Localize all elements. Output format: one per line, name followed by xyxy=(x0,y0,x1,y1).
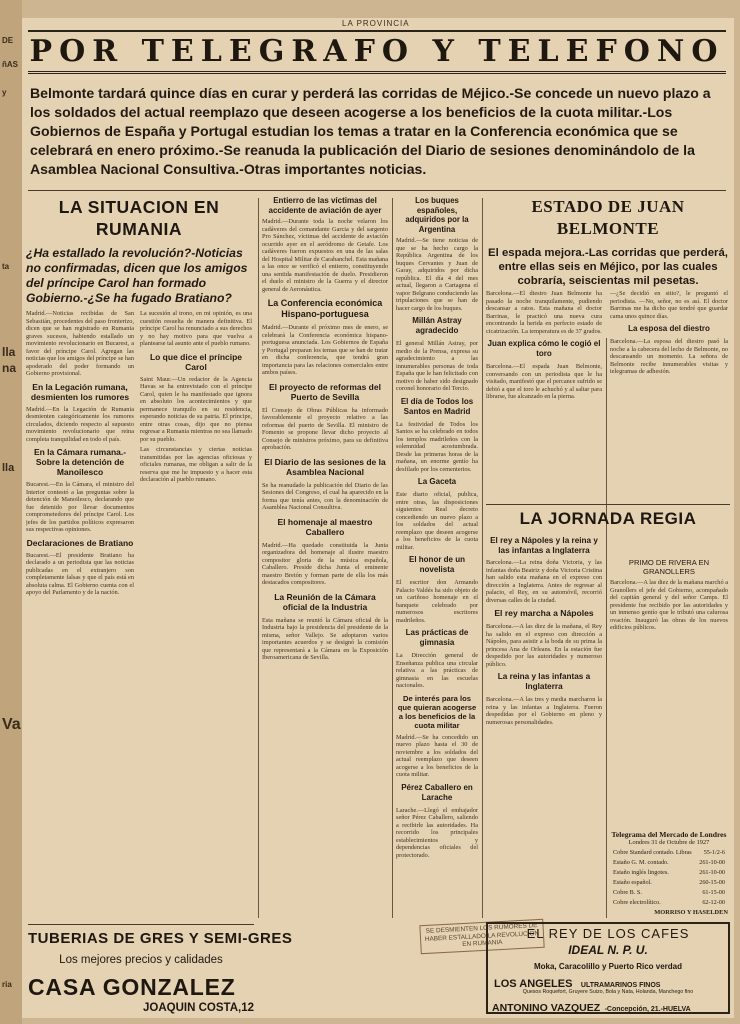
publication-name: LA PROVINCIA xyxy=(342,19,410,28)
article-body: Barcelona.—El diestro Juan Belmonte ha pasado la noche tranquilamente, pudiendo descansar a ratos. Esta mañana el doctor Barrinas, le practicó una nueva cura encontrando la herida en perfecto estado de cicatrización. La temperatura es de 37 grados. xyxy=(486,290,602,335)
regia-title: LA JORNADA REGIA xyxy=(519,509,697,528)
stamp: SE DESMIENTEN LOS RUMORES DE HABER ESTALLADO LA REVOLUCION EN RUMANIA xyxy=(419,919,544,954)
edge-text: DE xyxy=(2,36,14,45)
article-body: El escritor don Armando Palacio Valdés ha sido objeto de un cariñoso homenaje en el banquete celebrado por numerosos escritores madrileños. xyxy=(396,579,478,624)
ad-cafes-ultramarinos: ULTRAMARINOS FINOS xyxy=(580,982,661,989)
ad-cafes-address: -Concepción, 21.-HUELVA xyxy=(604,1006,691,1013)
subhead: La Reunión de la Cámara oficial de la Industria xyxy=(274,591,376,612)
subhead: La Gaceta xyxy=(417,477,457,486)
table-cell: 260-15-00 xyxy=(699,879,725,886)
divider xyxy=(28,924,254,925)
masthead-title: POR TELEGRAFO Y TELEFONO xyxy=(29,34,725,69)
subhead: De interés para los que quieran acogerse a los beneficios de la cuota militar xyxy=(397,693,477,730)
article-body: Madrid.—Durante el próximo mes de enero, se celebrará la Conferencia económica hispano-portuguesa anunciada. Los Gobiernos de España y Portugal preparan los temas que se han de tratar en dicha conferencia, que tendrá gran importancia para las relaciones comerciales entre ambos países. xyxy=(262,324,388,376)
article-body: Barcelona.—A las diez de la mañana, el Rey ha salido en el expreso con dirección a Nápoles, para asistir a la boda de su prima la princesa Ana de Orleans. En la estación fue despedido por las autoridades y numeroso público. xyxy=(486,623,602,668)
ad-tuberias-sub: Los mejores precios y calidades xyxy=(59,954,223,966)
article-body: Barcelona.—La esposa del diestro pasó la noche a la cabecera del lecho de Belmonte, no descansando un momento. La señora de Belmonte recibe innumerables visitas y telegramas de adhesión. xyxy=(610,338,728,375)
table-row xyxy=(612,899,726,907)
edge-text: ta xyxy=(2,262,10,271)
ad-cafes-owner-line xyxy=(492,998,728,1016)
column-rule xyxy=(392,198,393,918)
subhead: El día de Todos los Santos en Madrid xyxy=(400,396,474,416)
telegram-table xyxy=(610,847,728,909)
article-body: La sucesión al trono, en mi opinión, es una cuestión resuelta de manera definitiva. El príncipe Carol ha renunciado a sus derechos y no hay motivo para que vuelva a plantearse tal asunto ante el pueblo rumano. xyxy=(140,310,252,347)
subhead: En la Legación rumana, desmienten los rumores xyxy=(30,381,130,402)
subhead: El homenaje al maestro Caballero xyxy=(277,516,373,537)
ad-cafes-owner: ANTONINO VAZQUEZ xyxy=(492,1002,601,1014)
subhead: La Conferencia económica Hispano-portuguesa xyxy=(267,298,383,319)
table-cell: Estaño español. xyxy=(613,879,652,886)
rumania-col-2 xyxy=(140,310,252,924)
belmonte-title: ESTADO DE JUAN BELMONTE xyxy=(531,197,685,238)
regia-col-2 xyxy=(610,558,728,828)
subhead: En la Cámara rumana.-Sobre la detención de Manoilesco xyxy=(33,447,127,477)
subhead: El honor de un novelista xyxy=(409,555,465,574)
article-body: Madrid.—Durante toda la noche velaron los cadáveres del comandante Garcia y del sargento Pro Sánchez, víctimas del accidente de aviación ocurrido ayer en el aeródromo de Getafe. Los cadáveres fueron expuestos en una de las salas del Hospital Militar de Carabanchel. Esta mañana a las once se verificó el entierro, constituyendo una sentida manifestación de duelo. Presidieron el duelo el ministro de la Guerra y el director general de Aeronáutica. xyxy=(262,218,388,293)
table-row xyxy=(612,849,726,857)
article-body: Barcelona.—A las tres y media marcharon la reina y las infantas a Inglaterra. Fueron despedidas por el Gobierno en pleno y numerosas personalidades. xyxy=(486,696,602,726)
ad-cafes-line3: Quesos Roquefort, Gruyere Suizo, Bola y Nata, Holanda, Manchego fino xyxy=(522,989,694,995)
subhead: Lo que dice el príncipe Carol xyxy=(149,351,243,372)
table-cell: 61-15-00 xyxy=(702,889,725,896)
regia-col-1 xyxy=(486,534,602,924)
ad-cafes-store: LOS ANGELES xyxy=(494,978,573,990)
subhead: La reina y las infantas a Inglaterra xyxy=(497,672,591,691)
ad-tuberias: TUBERIAS DE GRES Y SEMI-GRES xyxy=(28,930,293,947)
subhead: Declaraciones de Bratiano xyxy=(26,537,134,548)
subhead: El Diario de las sesiones de la Asamblea Nacional xyxy=(264,456,386,477)
edge-text: y xyxy=(2,88,7,97)
market-telegram xyxy=(610,830,728,922)
edge-text: lla xyxy=(2,462,15,474)
table-cell: 55-1/2-6 xyxy=(703,849,725,856)
telegram-date: Londres 31 de Octubre de 1927 xyxy=(628,839,710,846)
table-cell: Estaño G. M. contado. xyxy=(613,859,669,866)
article-body: La Dirección general de Enseñanza publica una circular relativa a las prácticas de gimnasia en las escuelas nacionales. xyxy=(396,652,478,689)
adjacent-page-strip xyxy=(0,0,22,1024)
ad-casa-address: JOAQUIN COSTA,12 xyxy=(143,1002,254,1014)
table-cell: Cobre electrolítico. xyxy=(613,899,661,906)
subhead: El proyecto de reformas del Puerto de Sevilla xyxy=(269,381,381,402)
ad-cafes-brand: IDEAL N. P. U. xyxy=(568,943,648,957)
subhead: El rey a Nápoles y la reina y las infantas a Inglaterra xyxy=(490,536,598,555)
news-column-2 xyxy=(262,196,388,924)
subhead: Pérez Caballero en Larache xyxy=(401,782,473,802)
column-rule xyxy=(258,198,259,918)
news-column-3 xyxy=(396,196,478,924)
article-body: El general Millán Astray, por medio de la Prensa, expresa su agradecimiento a las innumerables personas de toda España que le han felicitado con motivo de haber sido designado coronel honorario del Tercio. xyxy=(396,340,478,392)
table-cell: 261-10-00 xyxy=(699,869,725,876)
table-cell: Cobre B. S. xyxy=(613,889,642,896)
edge-text: na xyxy=(2,361,17,375)
article-body: Barcelona.—A las diez de la mañana marchó a Granollers el jefe del Gobierno, acompañado del capitán general y del señor Camps. El presidente fue recibido por las autoridades y un inmenso gentío que le tributó una calurosa ovación. Inauguró las obras de los nuevos edificios públicos. xyxy=(610,579,728,631)
article-body: Madrid.—En la Legación de Rumania desmienten categóricamente los rumores circulados, diciendo respecto al supuesto movimiento revolucionario que reina completa tranquilidad en todo el país. xyxy=(26,405,134,443)
newspaper-page xyxy=(22,18,734,1018)
article-body: Las circunstancias y ciertas noticias transmitidas por las agencias oficiosas y oficiales rumanas, me obligan a salir de la reserva que me he impuesto y a hacer esta declaración al pueblo rumano. xyxy=(140,446,252,483)
subhead: Millán Astray agradecido xyxy=(412,316,462,335)
ad-cafes-line1: Moka, Caracolillo y Puerto Rico verdad xyxy=(533,962,683,971)
divider xyxy=(486,504,730,505)
table-cell: 261-10-00 xyxy=(699,859,725,866)
belmonte-subtitle: El espada mejora.-Las corridas que perderá, entre ellas seis en Méjico, por las cuales cobraría, seiscientas mil pesetas. xyxy=(488,247,728,287)
edge-text: ñAS xyxy=(2,60,18,69)
rumania-title: LA SITUACION EN RUMANIA xyxy=(58,197,220,239)
table-row xyxy=(612,859,726,867)
article-body: Bucarest.—En la Cámara, el ministro del Interior contestó a las preguntas sobre la detención de Manoilesco, declarando que fue detenido por llevar documentos comprometedores del príncipe Carol. Los jefes de los partidos políticos expresaron sus respectivas opiniones. xyxy=(26,481,134,533)
rumania-col-1 xyxy=(26,310,134,924)
subhead: Juan explica cómo le cogió el toro xyxy=(487,339,601,358)
masthead xyxy=(28,30,726,74)
column-rule xyxy=(482,198,483,918)
belmonte-col-1 xyxy=(486,290,602,500)
article-body: Madrid.—Noticias recibidas de San Sebastián, procedentes del paso fronterizo, dicen que se han registrado en Rumania graves sucesos, habiendo estallado un movimiento revolucionario en Bucarest, a favor del príncipe Carol. Agregan las noticias que los amigos del príncipe se han apoderado del poder formando un Gobierno provisional. xyxy=(26,310,134,377)
table-cell: Estaño inglés lingotes. xyxy=(613,869,669,876)
article-body: Este diario oficial, publica, entre otras, las disposiciones siguientes: Real decreto concediendo un nuevo plazo a los soldados del actual reemplazo que deseen acogerse a los beneficios de la cuota militar. xyxy=(396,491,478,551)
subhead: PRIMO DE RIVERA EN GRANOLLERS xyxy=(628,558,710,576)
edge-text: lla xyxy=(2,345,16,359)
subhead: La esposa del diestro xyxy=(628,324,710,333)
table-row xyxy=(612,869,726,877)
divider xyxy=(28,190,726,191)
news-summary: Belmonte tardará quince días en curar y perderá las corridas de Méjico.-Se concede un nuevo plazo a los soldados del actual reemplazo que deseen acogerse a los beneficios de la cuota militar.-Los Gobiernos de España y Portugal estudian los temas a tratar en la Conferencia económica que se celebrará en enero próximo.-Se reanuda la publicación del Diario de sesiones denominándolo de la Asamblea Nacional Consultiva.-Otras importantes noticias. xyxy=(30,85,711,177)
edge-text: ria xyxy=(2,980,12,989)
ad-cafes-title: EL REY DE LOS CAFES xyxy=(526,926,690,941)
article-body: Madrid.—Se ha concedido un nuevo plazo hasta el 30 de noviembre a los soldados del actual reemplazo que deseen acogerse a los beneficios de la cuota militar. xyxy=(396,733,478,778)
edge-text: Va xyxy=(2,716,21,733)
table-cell: Cobre Standard contado. Libras xyxy=(613,849,692,856)
article-body: Madrid.—Se tiene noticias de que se ha hecho cargo la República Argentina de los buques Cervantes y Juan de Garay, adquiridos por dicha república. El día 4 del mes actual, llegaron a Cartagena el vapor Belgrano conduciendo las tripulaciones que se han de hacer cargo de los buques. xyxy=(396,237,478,312)
article-body: La festividad de Todos los Santos se ha celebrado en todos los templos madrileños con la solemnidad acostumbrada. Desde las primeras horas de la mañana, un enorme gentío ha desfilado por los cementerios. xyxy=(396,420,478,473)
table-cell: 62-12-00 xyxy=(702,899,725,906)
belmonte-head xyxy=(486,196,730,288)
subhead: El rey marcha a Nápoles xyxy=(494,608,594,618)
article-body: —¿Se decidió en sitio?, le preguntó el periodista. —No, señor, no es así. El doctor Barrinas me ha dicho que tendré que guardar cama unos quince días. xyxy=(610,290,728,320)
article-body: Larache.—Llegó el embajador señor Pérez Caballero, saliendo a recibirle las autoridades. Ha recorrido los principales establecimientos y dependencias oficiales del protectorado. xyxy=(396,806,478,859)
table-row xyxy=(612,889,726,897)
article-body: Bucarest.—El presidente Bratiano ha declarado a un periodista que las noticias publicadas en el extranjero son completamente falsas y que el país está en absoluta calma. El Gobierno cuenta con el apoyo del Parlamento y de la nación. xyxy=(26,551,134,596)
ad-casa-gonzalez: CASA GONZALEZ xyxy=(28,974,236,1000)
article-title: Los buques españoles, adquiridos por la Argentina xyxy=(405,196,469,234)
article-title: Entierro de las víctimas del accidente de aviación de ayer xyxy=(268,196,382,215)
article-body: Se ha reanudado la publicación del Diario de las Sesiones del Congreso, el cual ha aparecido en la forma que tenía antes, con la denominación de Asamblea Nacional Consultiva. xyxy=(262,481,388,511)
article-body: Madrid.—Ha quedado constituida la Junta organizadora del homenaje al ilustre maestro compositor gloria de la música española, Caballero. Preside dicha Junta el eminente maestro Bretón y forman parte de ella los más destacados compositores. xyxy=(262,541,388,586)
article-body: Barcelona.—La reina doña Victoria, y las infantas doña Beatriz y doña Victoria Cristina han salido esta mañana en el expreso con dirección a Inglaterra. Antes de regresar al palacio, el Rey, en su automóvil, recorrió diversas calles de la ciudad. xyxy=(486,559,602,604)
article-body: El Consejo de Obras Públicas ha informado favorablemente el proyecto relativo a las reformas del puerto de Sevilla. El ministro de Fomento se propone llevar dicho proyecto al Consejo de ministros próximo, para su definitiva aprobación. xyxy=(262,406,388,451)
table-row xyxy=(612,879,726,887)
article-body: Barcelona.—El espada Juan Belmonte, conversando con un periodista que le ha visitado, manifestó que el percance sufrido se debió a que el toro le achuchó y al saltar para librarse, fue alcanzado en la pierna. xyxy=(486,363,602,400)
telegram-signature: MORRISO Y HASELDEN xyxy=(654,909,728,916)
subhead: Las prácticas de gimnasia xyxy=(405,628,469,647)
rumania-head xyxy=(26,196,252,326)
article-body: Esta mañana se reunió la Cámara oficial de la Industria bajo la presidencia del presidente de la misma, señor Vallejo. Se adoptaron varios importantes acuerdos y se designó la comisión que representará a la Cámara en la Exposición Iberoamericana de Sevilla. xyxy=(262,616,388,661)
belmonte-col-2 xyxy=(610,290,728,500)
column-rule xyxy=(606,338,607,918)
telegram-title: Telegrama del Mercado de Londres xyxy=(611,830,727,839)
rumania-subtitle: ¿Ha estallado la revolución?-Noticias no confirmadas, dicen que los amigos del príncipe Carol han formado Gobierno.-¿Se ha fugado Bratiano? xyxy=(26,246,248,305)
article-body: Saint Maur.—Un redactor de la Agencia Havas se ha entrevistado con el príncipe Carol, quien le ha manifestado que ignora en absoluto los acontecimientos y que permanece tranquilo en su residencia, esperando noticias de su patria. El príncipe, entre otras cosas, dijo que no piensa regresar a Rumania mientras no sea llamado por su pueblo. xyxy=(140,375,252,443)
